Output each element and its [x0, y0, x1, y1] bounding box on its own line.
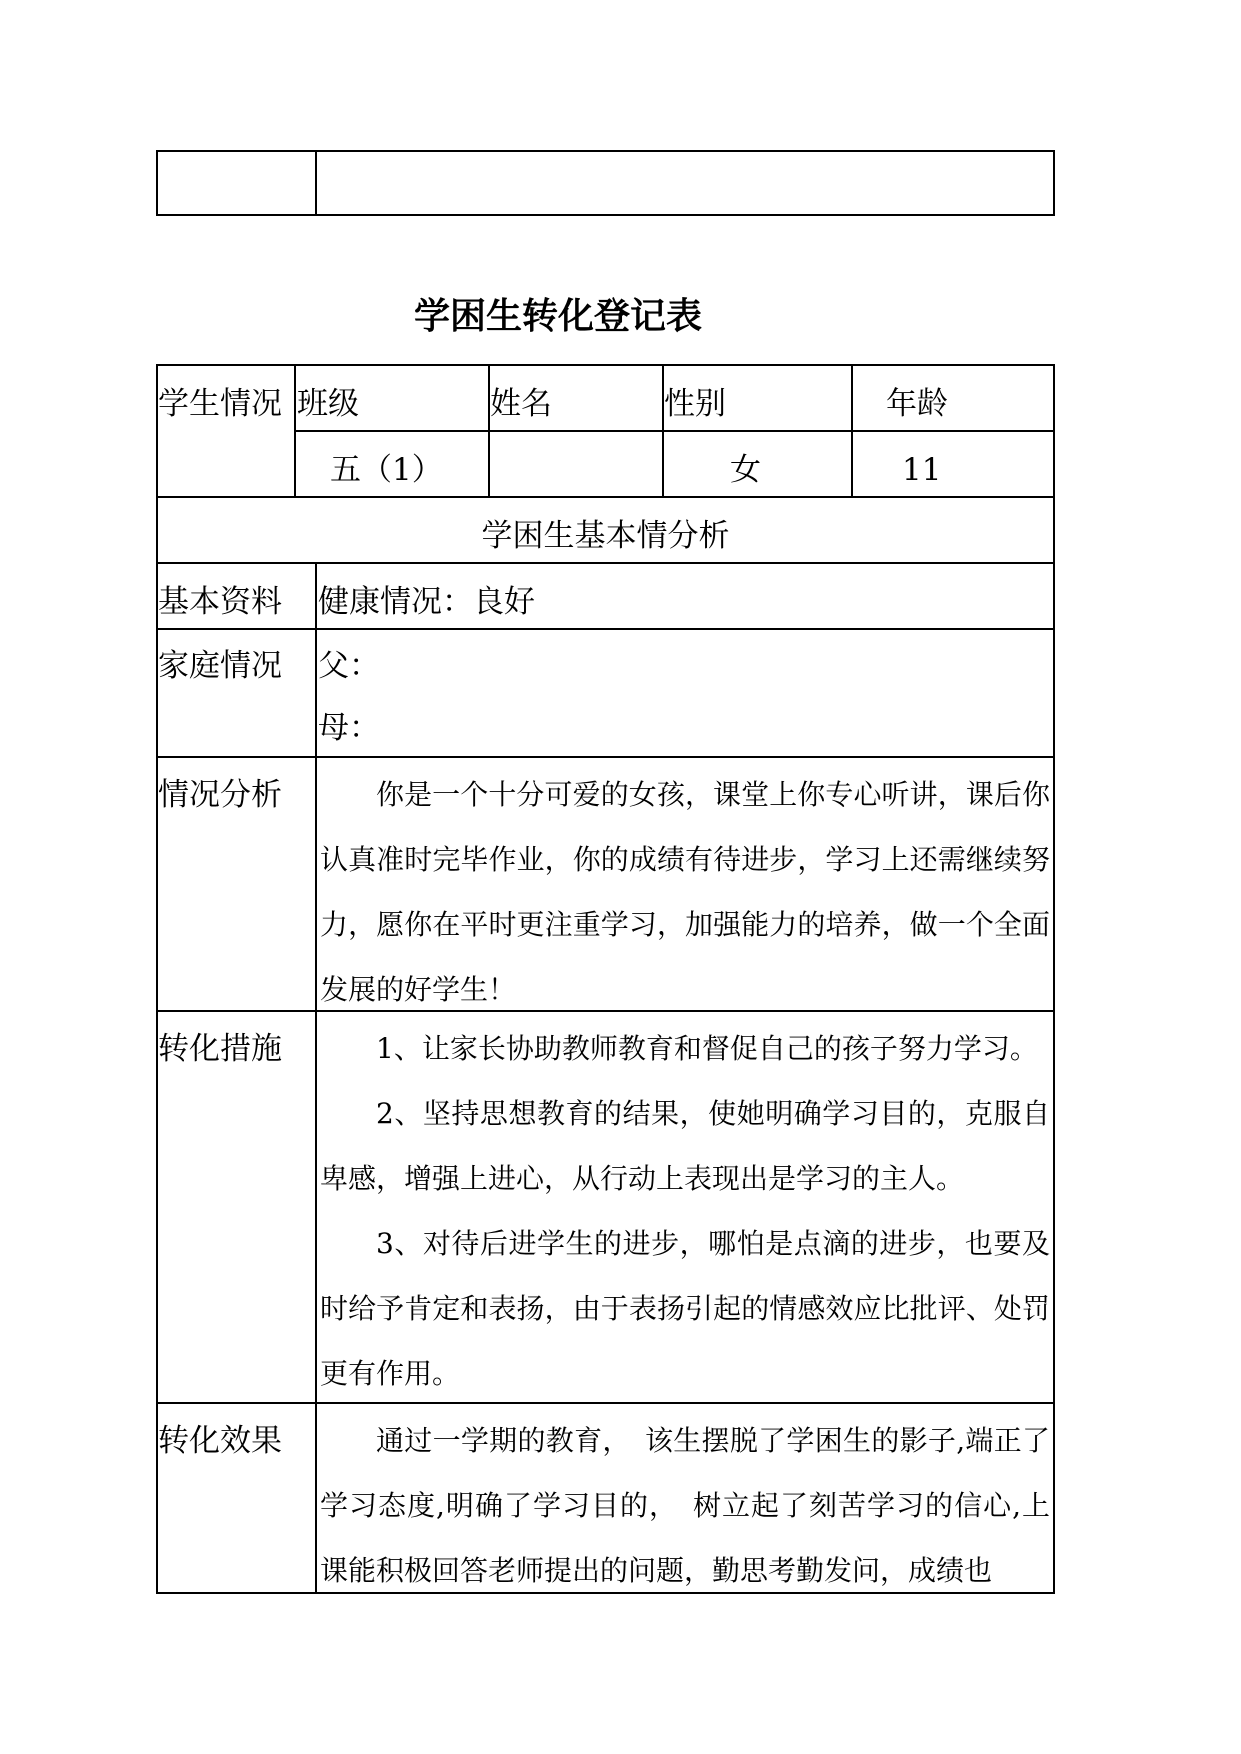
- row-line-situation: [156, 756, 1055, 758]
- class-header: 班级: [297, 386, 359, 422]
- measures-label: 转化措施: [158, 1031, 282, 1067]
- family-label: 家庭情况: [158, 648, 282, 684]
- row-line-basic-info: [156, 562, 1055, 564]
- row-line-family: [156, 628, 1055, 630]
- page-title: 学困生转化登记表: [414, 295, 703, 337]
- age-header: 年龄: [886, 386, 948, 422]
- row-line-analysis-header: [156, 496, 1055, 498]
- row-line-student-values: [295, 430, 1055, 432]
- gender-value: 女: [730, 452, 761, 488]
- col-line-name: [662, 364, 664, 497]
- top-table-divider: [315, 150, 317, 216]
- measure-item-3: 3、对待后进学生的进步，哪怕是点滴的进步，也要及时给予肯定和表扬，由于表扬引起的情感效应比批评、处罚更有作用。: [320, 1227, 1050, 1390]
- father-field: 父：: [318, 648, 380, 684]
- col-line-student-label: [294, 364, 296, 497]
- situation-label: 情况分析: [158, 777, 282, 813]
- analysis-header: 学困生基本情分析: [481, 518, 730, 554]
- mother-field: 母：: [318, 710, 380, 746]
- effect-label: 转化效果: [158, 1423, 282, 1459]
- class-value: 五（1）: [330, 452, 443, 488]
- basic-info-label: 基本资料: [158, 584, 282, 620]
- col-line-labels: [315, 562, 317, 1594]
- top-table-fragment: [156, 150, 1055, 216]
- col-line-class: [488, 364, 490, 497]
- situation-text: 你是一个十分可爱的女孩，课堂上你专心听讲，课后你认真准时完毕作业，你的成绩有待进步，学习上还需继续努力，愿你在平时更注重学习，加强能力的培养，做一个全面发展的好学生！: [320, 778, 1050, 1006]
- name-header: 姓名: [490, 386, 552, 422]
- basic-info-text: 健康情况：良好: [318, 584, 535, 620]
- gender-header: 性别: [664, 386, 726, 422]
- effect-text: 通过一学期的教育， 该生摆脱了学困生的影子,端正了学习态度,明确了学习目的， 树立起了刻苦学习的信心,上课能积极回答老师提出的问题，勤思考勤发问，成绩也: [320, 1424, 1050, 1587]
- measure-item-2: 2、坚持思想教育的结果，使她明确学习目的，克服自卑感，增强上进心，从行动上表现出是学习的主人。: [320, 1097, 1050, 1195]
- student-info-label: 学生情况: [158, 386, 282, 422]
- age-value: 11: [902, 452, 942, 488]
- col-line-gender: [851, 364, 853, 497]
- measure-item-1: 1、让家长协助教师教育和督促自己的孩子努力学习。: [376, 1032, 1038, 1065]
